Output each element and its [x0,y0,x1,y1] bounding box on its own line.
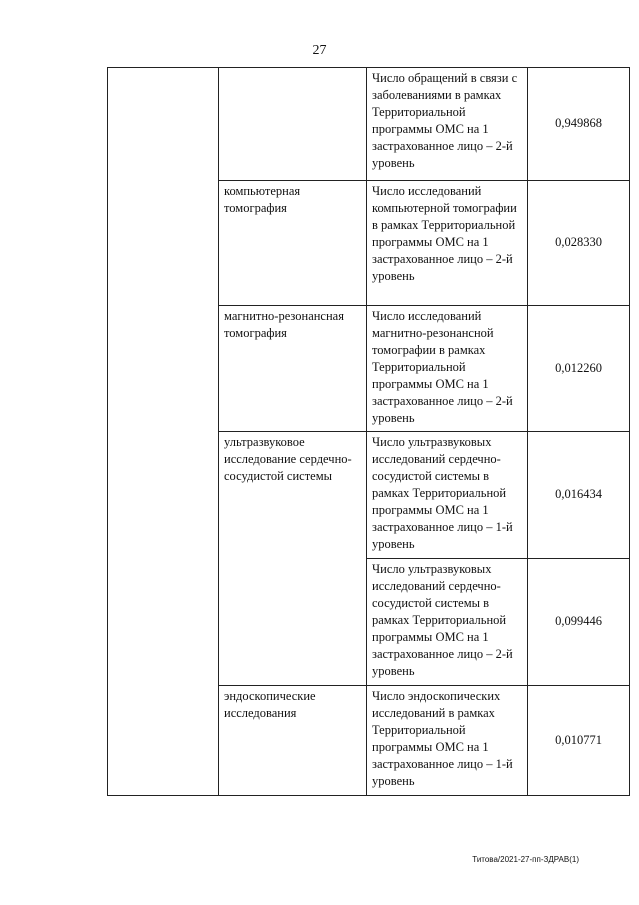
service-name-cell: эндоскопические исследования [219,686,367,796]
document-reference: Титова/2021-27-пп-ЗДРАВ(1) [472,855,579,864]
service-name-cell: компьютерная томография [219,181,367,306]
indicator-description-cell: Число эндоскопических исследований в рамках Территориальной программы ОМС на 1 застрахованное лицо – 1-й уровень [367,686,528,796]
indicator-description-cell: Число ультразвуковых исследований сердечно-сосудистой системы в рамках Территориальной программы ОМС на 1 застрахованное лицо – 2-й уровень [367,559,528,686]
indicator-value-cell: 0,099446 [528,559,630,686]
indicator-value-cell: 0,010771 [528,686,630,796]
service-name-cell [219,68,367,181]
table-row [108,68,630,181]
indicator-description-cell: Число ультразвуковых исследований сердечно-сосудистой системы в рамках Территориальной программы ОМС на 1 застрахованное лицо – 1-й уровень [367,432,528,559]
indicator-value-cell: 0,949868 [528,68,630,181]
indicator-description-cell: Число исследований магнитно-резонансной томографии в рамках Территориальной программы ОМС на 1 застрахованное лицо – 2-й уровень [367,306,528,432]
indicator-description-cell: Число исследований компьютерной томографии в рамках Территориальной программы ОМС на 1 застрахованное лицо – 2-й уровень [367,181,528,306]
service-name-cell: магнитно-резонансная томография [219,306,367,432]
indicator-value-cell: 0,012260 [528,306,630,432]
indicators-table [107,67,630,796]
indicator-value-cell: 0,016434 [528,432,630,559]
service-name-cell: ультразвуковое исследование сердечно-сосудистой системы [219,432,367,686]
empty-left-column [108,68,219,796]
indicator-description-cell: Число обращений в связи с заболеваниями в рамках Территориальной программы ОМС на 1 застрахованное лицо – 2-й уровень [367,68,528,181]
indicator-value-cell: 0,028330 [528,181,630,306]
page-number: 27 [312,43,327,58]
